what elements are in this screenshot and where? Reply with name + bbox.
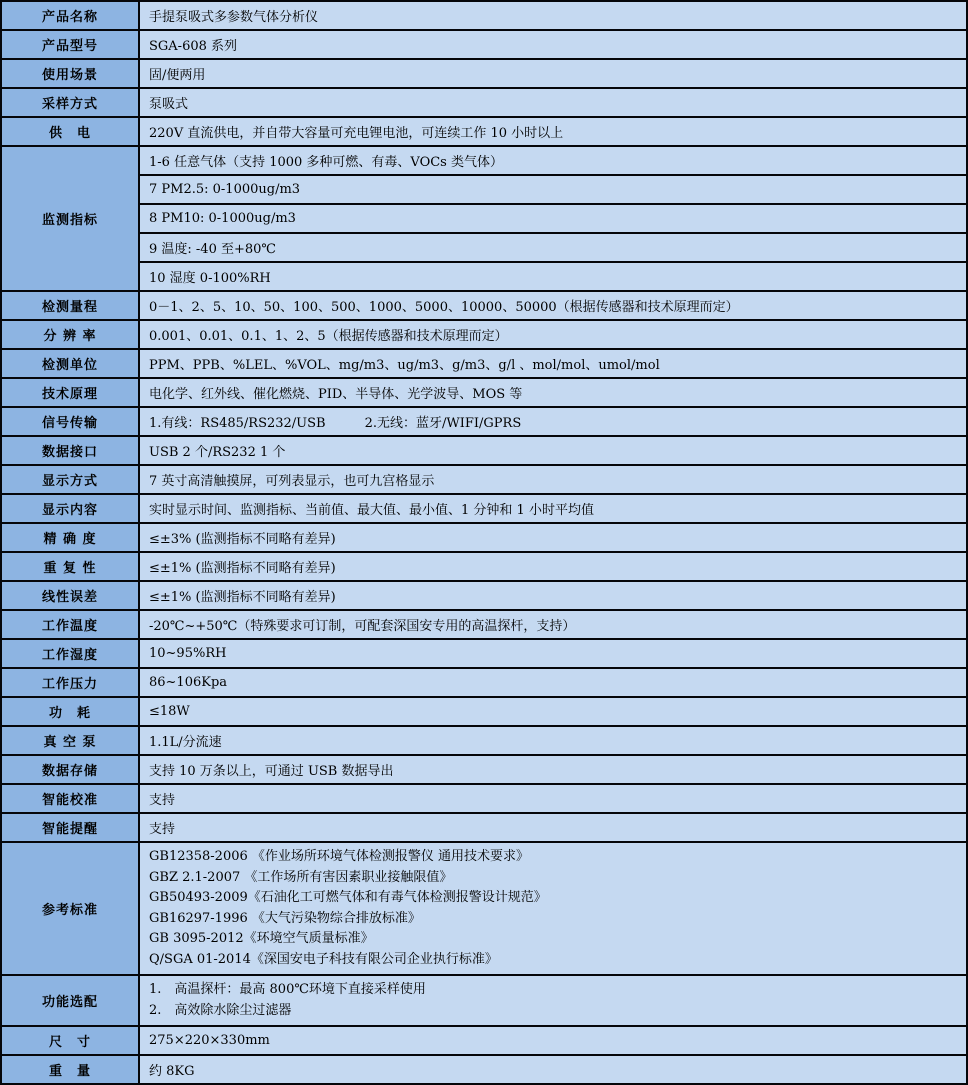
- spec-value-multiline: [139, 842, 967, 975]
- spec-value: 7 PM2.5: 0-1000ug/m3: [139, 175, 967, 204]
- spec-row-weight: [1, 1055, 967, 1084]
- spec-subrow-pm25: [1, 175, 967, 204]
- spec-label: 检测单位: [1, 349, 139, 378]
- spec-value: 手提泵吸式多参数气体分析仪: [139, 1, 967, 30]
- spec-label: 重 量: [1, 1055, 139, 1084]
- spec-label: 精 确 度: [1, 523, 139, 552]
- spec-row-technical-principle: [1, 378, 967, 407]
- spec-label: 采样方式: [1, 88, 139, 117]
- spec-value: 1.1L/分流速: [139, 726, 967, 755]
- spec-value: 实时显示时间、监测指标、当前值、最大值、最小值、1 分钟和 1 小时平均值: [139, 494, 967, 523]
- spec-value: 0－1、2、5、10、50、100、500、1000、5000、10000、50000（根据传感器和技术原理而定）: [139, 291, 967, 320]
- spec-label: 工作压力: [1, 668, 139, 697]
- spec-subrow-temperature: [1, 233, 967, 262]
- spec-row-power-consumption: [1, 697, 967, 726]
- spec-value: USB 2 个/RS232 1 个: [139, 436, 967, 465]
- spec-label: 参考标准: [1, 842, 139, 975]
- spec-row-working-temperature: [1, 610, 967, 639]
- spec-value: ≤±1% (监测指标不同略有差异): [139, 552, 967, 581]
- spec-row-working-pressure: [1, 668, 967, 697]
- spec-label: 智能提醒: [1, 813, 139, 842]
- spec-label: 功能选配: [1, 975, 139, 1026]
- spec-label: 分 辨 率: [1, 320, 139, 349]
- spec-subrow-humidity: [1, 262, 967, 291]
- spec-row-optional-features: [1, 975, 967, 1026]
- spec-label: 监测指标: [1, 146, 139, 291]
- spec-row-working-humidity: [1, 639, 967, 668]
- spec-value: 0.001、0.01、0.1、1、2、5（根据传感器和技术原理而定）: [139, 320, 967, 349]
- spec-value: ≤±1% (监测指标不同略有差异): [139, 581, 967, 610]
- spec-label: 数据存储: [1, 755, 139, 784]
- standard-line: GB12358-2006 《作业场所环境气体检测报警仪 通用技术要求》: [149, 849, 530, 864]
- spec-row-linearity-error: [1, 581, 967, 610]
- spec-label: 使用场景: [1, 59, 139, 88]
- standard-line: GB 3095-2012《环境空气质量标准》: [149, 931, 374, 946]
- spec-value: 86~106Kpa: [139, 668, 967, 697]
- spec-row-product-name: [1, 1, 967, 30]
- spec-label: 信号传输: [1, 407, 139, 436]
- spec-label: 数据接口: [1, 436, 139, 465]
- spec-row-smart-calibration: [1, 784, 967, 813]
- spec-label: 工作湿度: [1, 639, 139, 668]
- spec-value: 支持: [139, 813, 967, 842]
- spec-row-data-storage: [1, 755, 967, 784]
- spec-row-power-supply: [1, 117, 967, 146]
- option-line: 1. 高温探杆：最高 800℃环境下直接采样使用: [149, 982, 426, 997]
- spec-value: 1-6 任意气体（支持 1000 多种可燃、有毒、VOCs 类气体）: [139, 146, 967, 175]
- spec-label: 供 电: [1, 117, 139, 146]
- standard-line: GBZ 2.1-2007 《工作场所有害因素职业接触限值》: [149, 869, 453, 885]
- spec-label: 显示内容: [1, 494, 139, 523]
- spec-label: 智能校准: [1, 784, 139, 813]
- spec-row-sampling-method: [1, 88, 967, 117]
- spec-label: 尺 寸: [1, 1026, 139, 1055]
- spec-row-monitor-indicators: [1, 146, 967, 175]
- spec-label: 检测量程: [1, 291, 139, 320]
- spec-row-detection-units: [1, 349, 967, 378]
- spec-value: 支持: [139, 784, 967, 813]
- spec-label: 功 耗: [1, 697, 139, 726]
- option-line: 2. 高效除水除尘过滤器: [149, 1002, 292, 1018]
- spec-value: 10~95%RH: [139, 639, 967, 668]
- spec-row-repeatability: [1, 552, 967, 581]
- spec-value: 275×220×330mm: [139, 1026, 967, 1055]
- spec-row-accuracy: [1, 523, 967, 552]
- spec-value: 电化学、红外线、催化燃烧、PID、半导体、光学波导、MOS 等: [139, 378, 967, 407]
- spec-value: 9 温度: -40 至+80℃: [139, 233, 967, 262]
- spec-label: 技术原理: [1, 378, 139, 407]
- spec-row-detection-range: [1, 291, 967, 320]
- spec-row-signal-transmission: [1, 407, 967, 436]
- spec-row-data-interface: [1, 436, 967, 465]
- spec-value: 支持 10 万条以上，可通过 USB 数据导出: [139, 755, 967, 784]
- spec-subrow-pm10: [1, 204, 967, 233]
- standard-line: Q/SGA 01-2014《深国安电子科技有限公司企业执行标准》: [149, 951, 498, 967]
- spec-value: 泵吸式: [139, 88, 967, 117]
- spec-value: 7 英寸高清触摸屏，可列表显示，也可九宫格显示: [139, 465, 967, 494]
- spec-value: PPM、PPB、%LEL、%VOL、mg/m3、ug/m3、g/m3、g/l 、mol/mol、umol/mol: [139, 349, 967, 378]
- spec-label: 线性误差: [1, 581, 139, 610]
- spec-label: 产品型号: [1, 30, 139, 59]
- spec-row-dimensions: [1, 1026, 967, 1055]
- spec-value: ≤18W: [139, 697, 967, 726]
- spec-value: -20℃~+50℃（特殊要求可订制，可配套深国安专用的高温探杆，支持）: [139, 610, 967, 639]
- spec-row-smart-reminder: [1, 813, 967, 842]
- spec-row-resolution: [1, 320, 967, 349]
- spec-label: 真 空 泵: [1, 726, 139, 755]
- spec-value-multiline: [139, 975, 967, 1026]
- spec-value: SGA-608 系列: [139, 30, 967, 59]
- spec-value: 约 8KG: [139, 1055, 967, 1084]
- spec-value: 1.有线：RS485/RS232/USB 2.无线：蓝牙/WIFI/GPRS: [139, 407, 967, 436]
- spec-value: 10 湿度 0-100%RH: [139, 262, 967, 291]
- spec-row-model: [1, 30, 967, 59]
- spec-row-reference-standards: [1, 842, 967, 975]
- spec-label: 显示方式: [1, 465, 139, 494]
- spec-label: 工作温度: [1, 610, 139, 639]
- spec-value: ≤±3% (监测指标不同略有差异): [139, 523, 967, 552]
- spec-row-usage-scene: [1, 59, 967, 88]
- spec-value: 固/便两用: [139, 59, 967, 88]
- standard-line: GB16297-1996 《大气污染物综合排放标准》: [149, 910, 421, 926]
- spec-value: 220V 直流供电，并自带大容量可充电锂电池，可连续工作 10 小时以上: [139, 117, 967, 146]
- spec-label: 重 复 性: [1, 552, 139, 581]
- standard-line: GB50493-2009《石油化工可燃气体和有毒气体检测报警设计规范》: [149, 890, 547, 905]
- spec-label: 产品名称: [1, 1, 139, 30]
- spec-row-display-mode: [1, 465, 967, 494]
- spec-value: 8 PM10: 0-1000ug/m3: [139, 204, 967, 233]
- spec-row-vacuum-pump: [1, 726, 967, 755]
- spec-row-display-content: [1, 494, 967, 523]
